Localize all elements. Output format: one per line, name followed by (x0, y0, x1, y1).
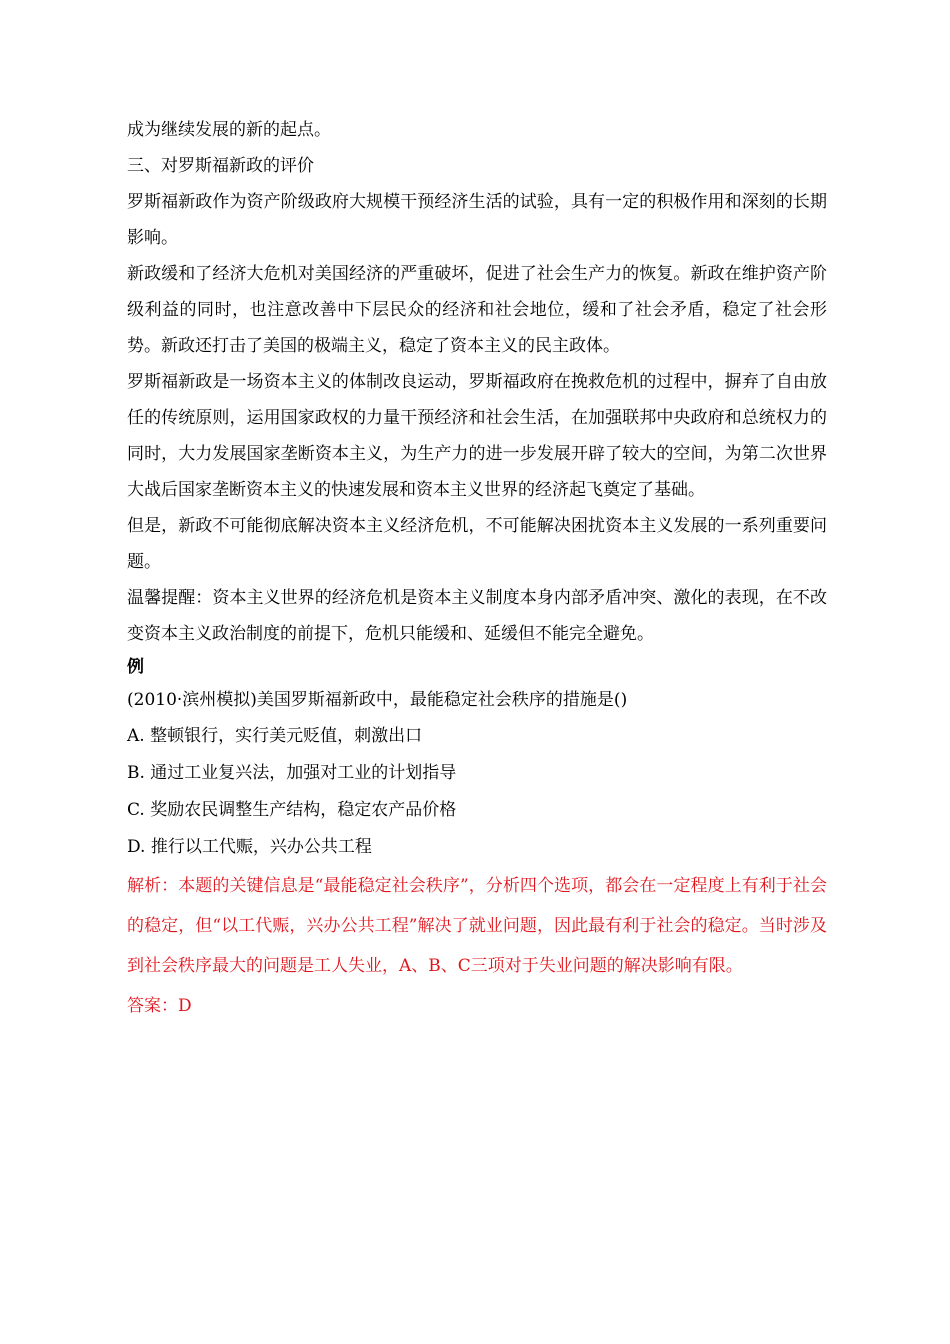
paragraph-continuation: 成为继续发展的新的起点。 (127, 120, 331, 140)
option-b: B. 通过工业复兴法，加强对工业的计划指导 (127, 763, 457, 783)
paragraph-reminder: 温馨提醒：资本主义世界的经济危机是资本主义制度本身内部矛盾冲突、激化的表现，在不改变资本主义政治制度的前提下，危机只能缓和、延缓但不能完全避免。 (127, 588, 827, 644)
option-c: C. 奖励农民调整生产结构，稳定农产品价格 (127, 800, 457, 820)
analysis-text: 解析：本题的关键信息是“最能稳定社会秩序”，分析四个选项，都会在一定程度上有利于社会的稳定，但“以工代赈，兴办公共工程”解决了就业问题，因此最有利于社会的稳定。当时涉及到社会秩序最大的问题是工人失业，A、B、C三项对于失业问题的解决影响有限。 (127, 876, 827, 976)
answer-text: 答案：D (127, 996, 192, 1016)
example-question: (2010·滨州模拟)美国罗斯福新政中，最能稳定社会秩序的措施是() (127, 690, 628, 710)
paragraph-limitations: 但是，新政不可能彻底解决资本主义经济危机，不可能解决困扰资本主义发展的一系列重要问题。 (127, 516, 827, 572)
option-a: A. 整顿银行，实行美元贬值，刺激出口 (127, 726, 423, 746)
document-body (127, 112, 827, 1026)
paragraph-new-deal-effects: 新政缓和了经济大危机对美国经济的严重破坏，促进了社会生产力的恢复。新政在维护资产阶级利益的同时，也注意改善中下层民众的经济和社会地位，缓和了社会矛盾，稳定了社会形势。新政还打击了美国的极端主义，稳定了资本主义的民主政体。 (127, 264, 827, 356)
paragraph-reform-movement: 罗斯福新政是一场资本主义的体制改良运动，罗斯福政府在挽救危机的过程中，摒弃了自由放任的传统原则，运用国家政权的力量干预经济和社会生活，在加强联邦中央政府和总统权力的同时，大力发展国家垄断资本主义，为生产力的进一步发展开辟了较大的空间，为第二次世界大战后国家垄断资本主义的快速发展和资本主义世界的经济起飞奠定了基础。 (127, 372, 827, 500)
option-d: D. 推行以工代赈，兴办公共工程 (127, 837, 372, 857)
section-heading-evaluation: 三、对罗斯福新政的评价 (127, 156, 314, 176)
paragraph-evaluation-intro: 罗斯福新政作为资产阶级政府大规模干预经济生活的试验，具有一定的积极作用和深刻的长期影响。 (127, 192, 827, 248)
example-heading: 例 (127, 657, 144, 677)
